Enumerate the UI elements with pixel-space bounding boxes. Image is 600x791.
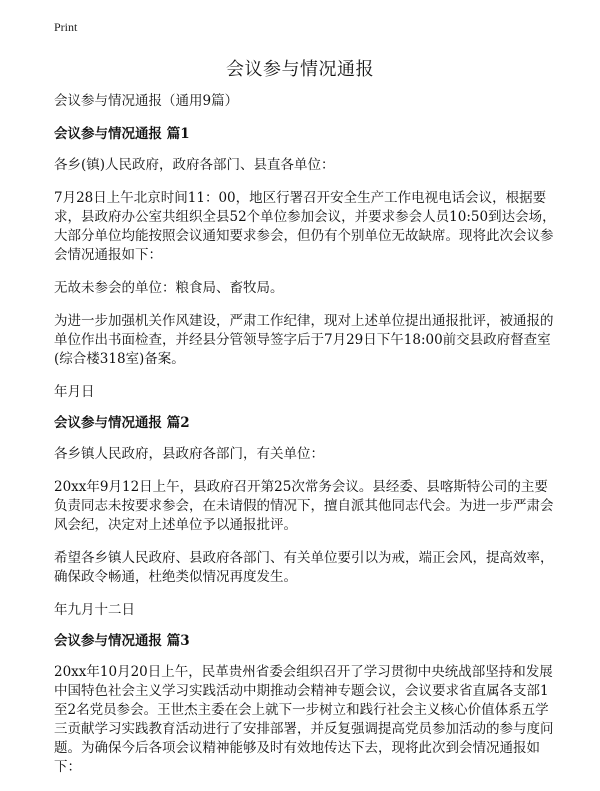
section-heading-2: 会议参与情况通报 篇2 xyxy=(54,415,190,431)
paragraph: 20xx年10月20日上午，民革贵州省委会组织召开了学习贯彻中央统战部坚持和发展中国特色社会主义学习实践活动中期推动会精神专题会议，会议要求省直属各支部1至2名党员参会。王世杰主委在会上就下一步树立和践行社会主义核心价值体系五学三贡献学习实践教育活动进行了安排部署，并反复强调提高党员参加活动的参与度问题。为确保今后各项会议精神能够及时有效地传达下去，现将此次到会情况通报如下： xyxy=(54,664,554,775)
date-line: 年月日 xyxy=(54,384,95,400)
paragraph: 为进一步加强机关作风建设，严肃工作纪律，现对上述单位提出通报批评，被通报的单位作出书面检查，并经县分管领导签字后于7月29日下午18:00前交县政府督查室(综合楼318室)备案。 xyxy=(54,313,554,367)
page-title: 会议参与情况通报 xyxy=(226,59,374,80)
paragraph: 各乡镇人民政府，县政府各部门，有关单位： xyxy=(54,446,324,462)
paragraph: 无故未参会的单位：粮食局、畜牧局。 xyxy=(54,280,284,296)
paragraph: 希望各乡镇人民政府、县政府各部门、有关单位要引以为戒，端正会风，提高效率，确保政令畅通，杜绝类似情况再度发生。 xyxy=(54,550,554,585)
paragraph: 7月28日上午北京时间11：00，地区行署召开安全生产工作电视电话会议，根据要求，县政府办公室共组织全县52个单位参加会议，并要求参会人员10:50到达会场，大部分单位均能按照会议通知要求参会，但仍有个别单位无故缺席。现将此次会议参会情况通报如下： xyxy=(54,190,556,263)
date-line: 年九月十二日 xyxy=(54,602,135,618)
paragraph: 20xx年9月12日上午，县政府召开第25次常务会议。县经委、县喀斯特公司的主要负责同志未按要求参会，在未请假的情况下，擅自派其他同志代会。为进一步严肃会风会纪，决定对上述单位予以通报批评。 xyxy=(54,479,554,533)
section-heading-3: 会议参与情况通报 篇3 xyxy=(54,633,190,649)
print-link[interactable]: Print xyxy=(54,20,78,34)
document-subtitle: 会议参与情况通报（通用9篇） xyxy=(54,93,239,109)
section-heading-1: 会议参与情况通报 篇1 xyxy=(54,126,190,142)
document-body xyxy=(54,92,559,791)
paragraph: 各乡(镇)人民政府，政府各部门、县直各单位： xyxy=(54,157,335,173)
